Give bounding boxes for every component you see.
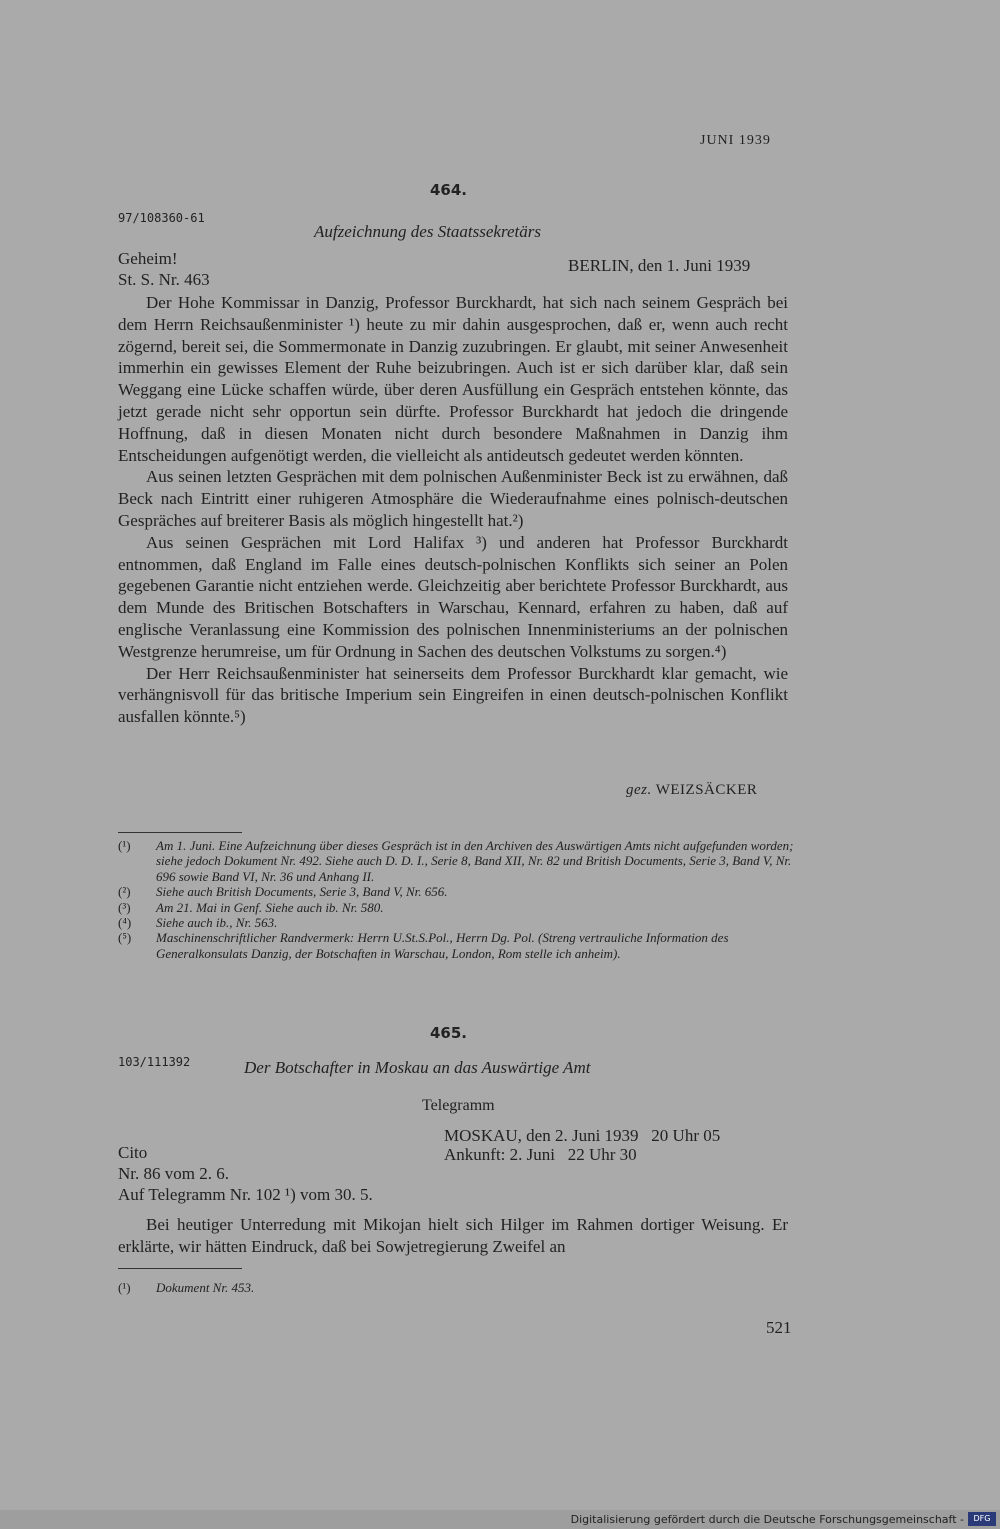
digitization-credit-bar xyxy=(0,1510,1000,1529)
paragraph: Bei heutiger Unterredung mit Mikojan hielt sich Hilger im Rahmen dortiger Weisung. Er erklärte, wir hätten Eindruck, daß bei Sowjetregierung Zweifel an xyxy=(118,1215,788,1256)
footnote-text: Am 21. Mai in Genf. Siehe auch ib. Nr. 580. xyxy=(156,899,384,915)
footnote xyxy=(118,1280,798,1295)
priority: Cito xyxy=(118,1143,148,1162)
credit-text: Digitalisierung gefördert durch die Deutsche Forschungsgemeinschaft - xyxy=(570,1513,964,1526)
document-title: Aufzeichnung des Staatssekretärs xyxy=(314,222,541,241)
page-number: 521 xyxy=(766,1318,792,1337)
classification: Geheim! xyxy=(118,249,178,268)
document-number: 465. xyxy=(430,1024,468,1042)
footnote-text: Dokument Nr. 453. xyxy=(156,1280,255,1295)
document-number: 464. xyxy=(430,181,468,199)
footnote-text: Siehe auch ib., Nr. 563. xyxy=(156,915,278,931)
telegram-number: Nr. 86 vom 2. 6. xyxy=(118,1164,229,1183)
paragraph: Aus seinen letzten Gesprächen mit dem polnischen Außenminister Beck ist zu erwähnen, daß Beck nach Eintritt einer ruhigeren Atmosphäre die Wiederaufnahme eines polnisch-deutschen Gespräches auf breiterer Basis als möglich hingestellt hat.²) xyxy=(118,467,788,530)
running-header: JUNI 1939 xyxy=(700,133,771,148)
footnote-number: (⁴) xyxy=(118,915,132,931)
signature-name: WEIZSÄCKER xyxy=(655,782,758,798)
footnote xyxy=(118,900,798,915)
footnote-separator xyxy=(118,832,242,833)
footnotes xyxy=(118,838,798,961)
paragraph: Der Hohe Kommissar in Danzig, Professor Burckhardt, hat sich nach seinem Gespräch bei dem Herrn Reichsaußenminister ¹) heute zu mir dahin ausgesprochen, daß er, wenn auch recht zögernd, bereit sei, die Sommermonate in Danzig zuzubringen. Er glaubt, mit seiner Anwesenheit immerhin ein gewisses Element der Ruhe beizubringen. Auch ist er sich darüber klar, daß sein Weggang eine Lücke schaffen würde, über deren Ausfüllung ein Gespräch entstehen könnte, das jetzt gerade nicht sehr opportun sein dürfte. Professor Burckhardt hat jedoch die dringende Hoffnung, daß in diesen Monaten nicht durch besondere Maßnahmen in Danzig ihm Entscheidungen aufgenötigt werden, die vielleicht als antideutsch gedeutet werden könnten. xyxy=(118,293,788,465)
footnote-number: (²) xyxy=(118,884,131,900)
signature-label: gez. xyxy=(626,782,652,798)
document-body xyxy=(118,292,788,728)
arrival-time: Ankunft: 2. Juni 22 Uhr 30 xyxy=(444,1145,637,1164)
reply-reference: Auf Telegramm Nr. 102 ¹) vom 30. 5. xyxy=(118,1185,373,1204)
document-subtitle: Telegramm xyxy=(422,1097,495,1114)
footnotes xyxy=(118,1280,798,1295)
document-title: Der Botschafter in Moskau an das Auswärtige Amt xyxy=(244,1058,591,1077)
paragraph: Der Herr Reichsaußenminister hat seinerseits dem Professor Burckhardt klar gemacht, wie verhängnisvoll für das britische Imperium sein Eingreifen in einen deutsch-polnischen Konflikt ausfallen könnte.⁵) xyxy=(118,663,788,727)
footnote-number: (¹) xyxy=(118,1280,131,1295)
footnote xyxy=(118,884,798,899)
document-body xyxy=(118,1214,788,1258)
footnote-number: (¹) xyxy=(118,838,131,853)
footnote-separator xyxy=(118,1268,242,1269)
footnote xyxy=(118,930,798,961)
footnote-text: Maschinenschriftlicher Randvermerk: Herrn U.St.S.Pol., Herrn Dg. Pol. (Streng vertrauliche Information des Generalkonsulats Danzig, der Botschaften in Warschau, London, Rom stelle ich anheim). xyxy=(156,930,729,961)
place-date: MOSKAU, den 2. Juni 1939 20 Uhr 05 xyxy=(444,1126,721,1145)
footnote xyxy=(118,915,798,930)
register-number: St. S. Nr. 463 xyxy=(118,270,210,289)
footnote-text: Siehe auch British Documents, Serie 3, Band V, Nr. 656. xyxy=(156,884,448,900)
place-date: BERLIN, den 1. Juni 1939 xyxy=(568,256,751,275)
paragraph: Aus seinen Gesprächen mit Lord Halifax ³) und anderen hat Professor Burckhardt entnommen, daß England im Falle eines deutsch-polnischen Konflikts sich seiner an Polen gegebenen Garantie nicht entziehen werde. Gleichzeitig aber berichtete Professor Burckhardt, aus dem Munde des Britischen Botschafters in Warschau, Kennard, erfahren zu haben, daß auf englische Veranlassung eine Kommission des polnischen Innenministeriums an der polnischen Westgrenze herumreise, um für Ordnung in Sachen des deutschen Volkstums zu sorgen.⁴) xyxy=(118,532,788,661)
file-reference: 103/111392 xyxy=(118,1055,191,1069)
footnote xyxy=(118,838,798,884)
signature xyxy=(626,782,757,799)
footnote-number: (⁵) xyxy=(118,930,132,946)
dfg-logo[interactable]: DFG xyxy=(968,1512,996,1526)
footnote-text: Am 1. Juni. Eine Aufzeichnung über dieses Gespräch ist in den Archiven des Auswärtigen Amts nicht aufgefunden worden; siehe jedoch Dokument Nr. 492. Siehe auch D. D. I., Serie 8, Band XII, Nr. 82 und British Documents, Serie 3, Band V, Nr. 696 sowie Band VI, Nr. 36 und Anhang II. xyxy=(156,838,794,884)
footnote-number: (³) xyxy=(118,899,131,915)
file-reference: 97/108360-61 xyxy=(118,211,205,225)
